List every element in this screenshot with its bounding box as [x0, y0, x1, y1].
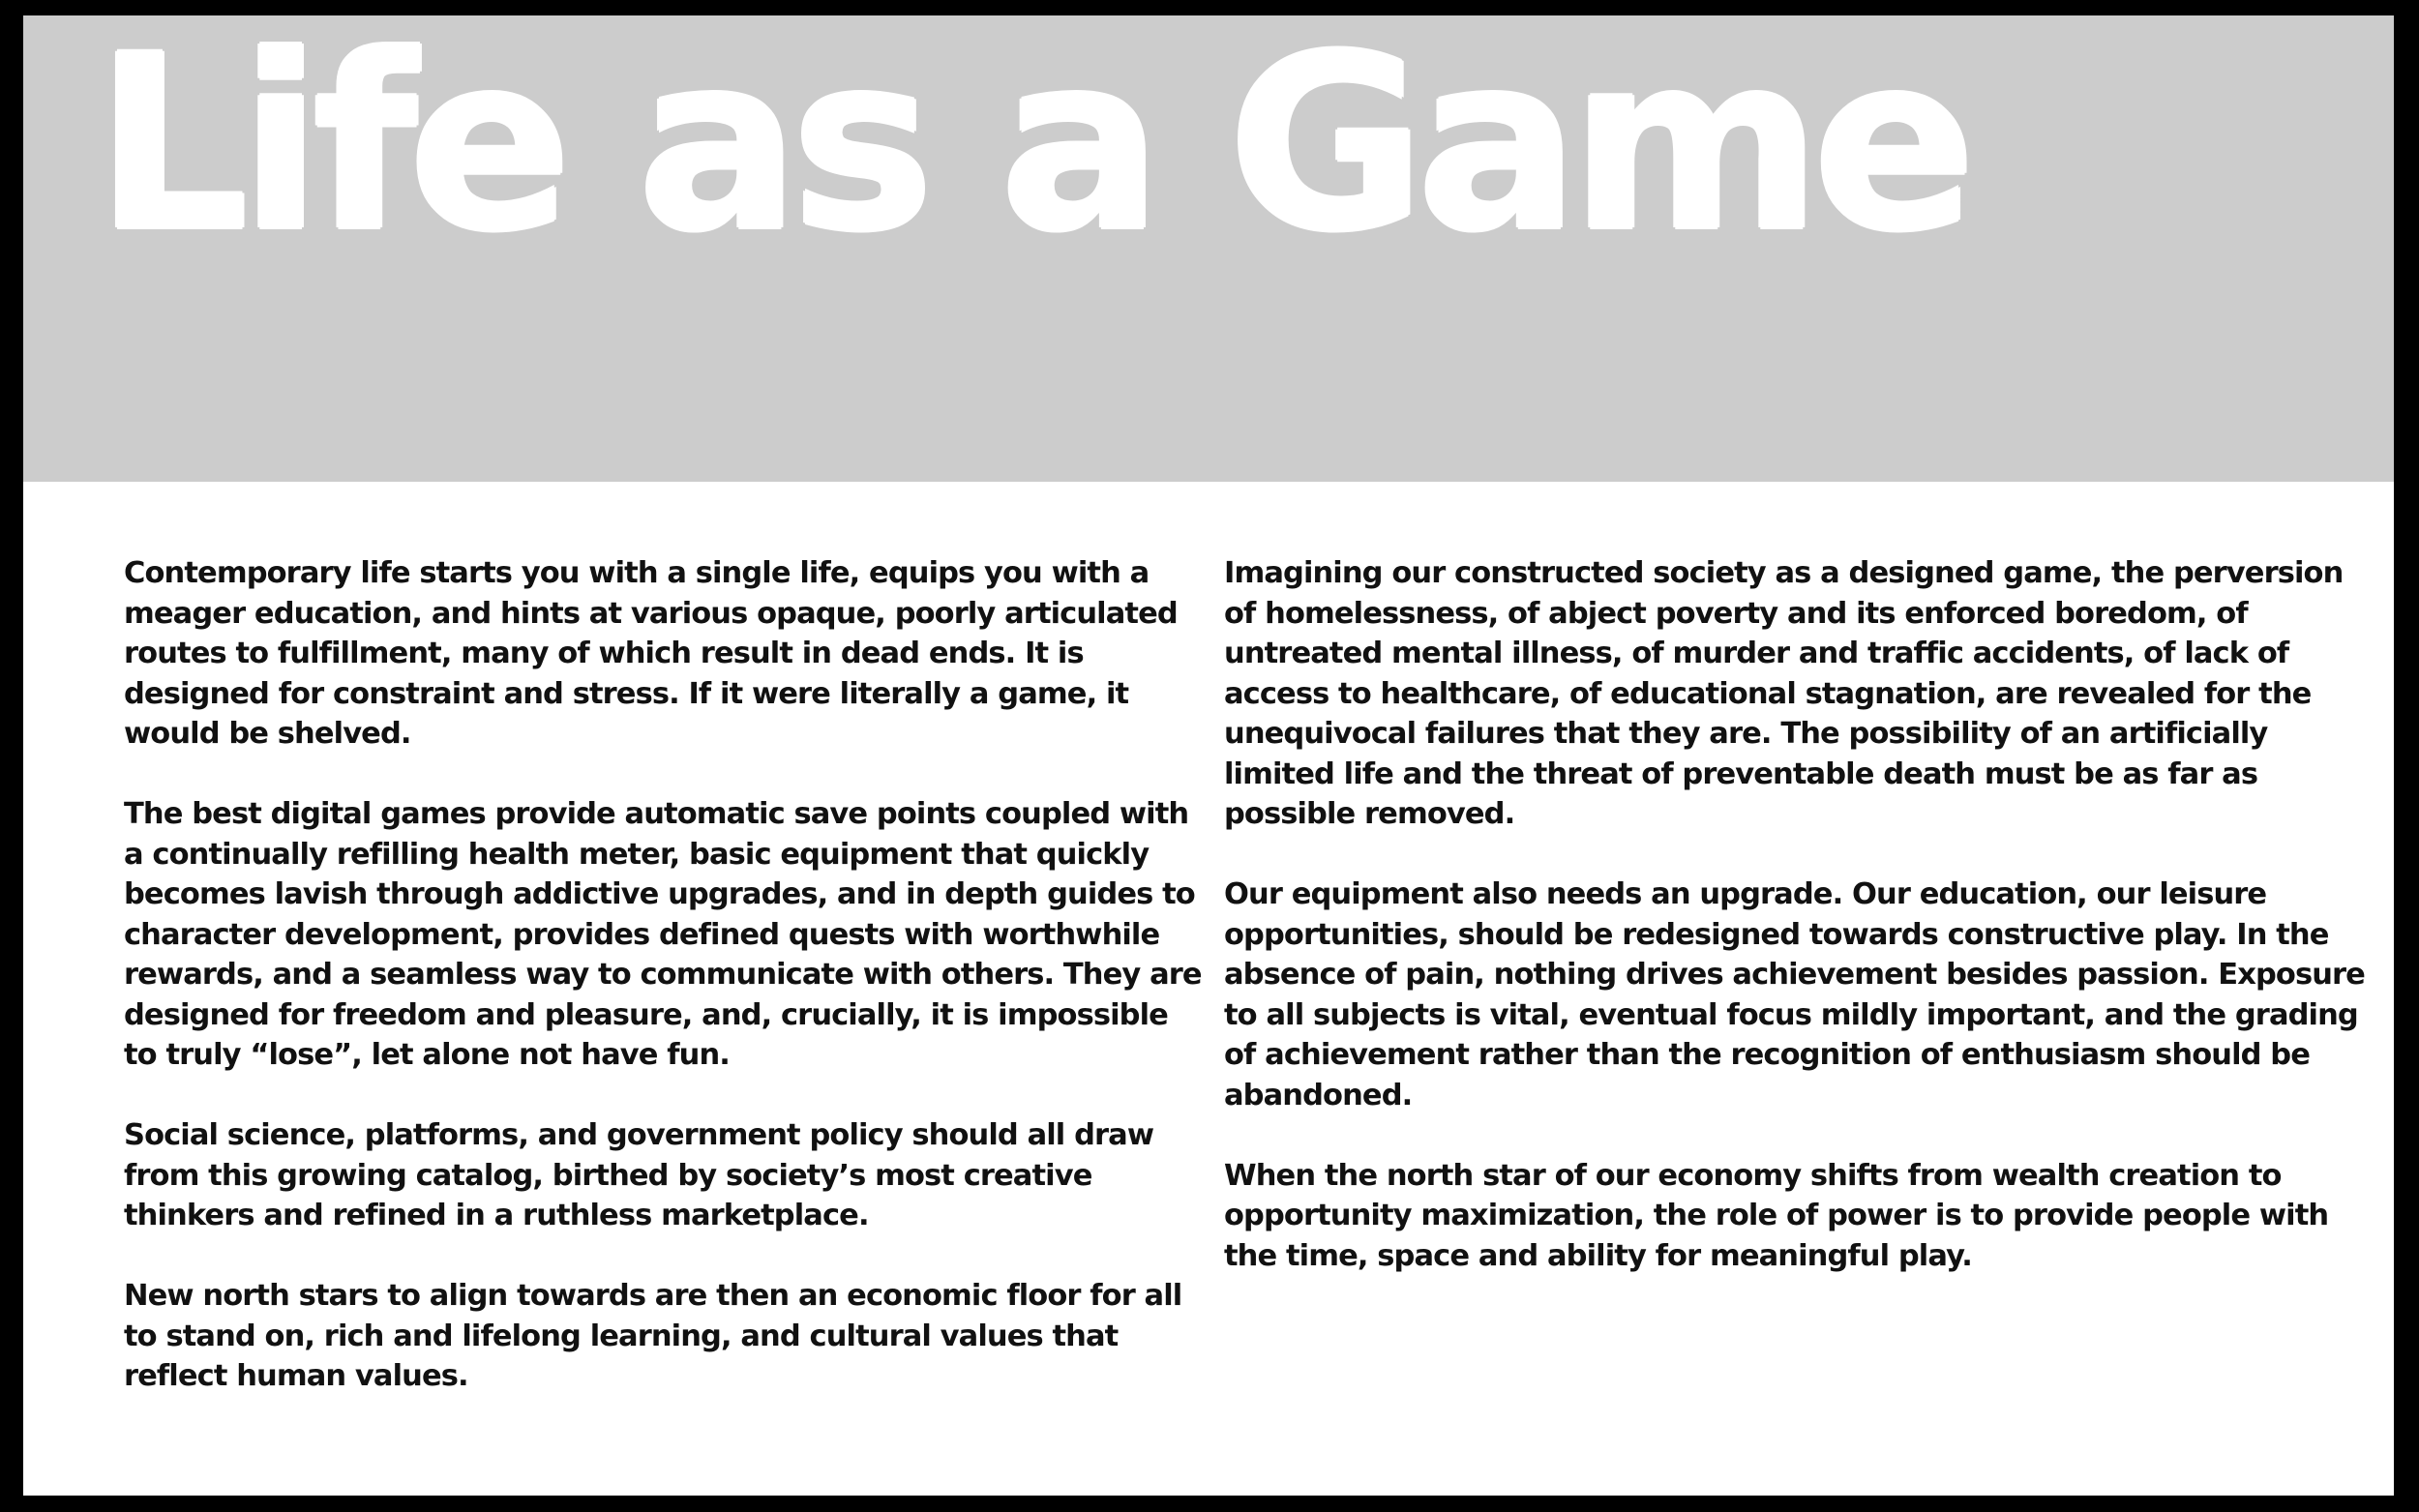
- paragraph: When the north star of our economy shifts from wealth creation to opportunity maximization, the role of power is to provide people with the time, space and ability for meaningful play.: [1224, 1158, 2329, 1273]
- paragraph: New north stars to align towards are then an economic floor for all to stand on, rich and lifelong learning, and cultural values that reflect human values.: [124, 1279, 1182, 1393]
- paragraph: Imagining our constructed society as a designed game, the perversion of homelessness, of abject poverty and its enforced boredom, of untreated mental illness, of murder and traffic accidents, of lack of access to healthcare, of educational stagnation, are revealed for the unequivocal failures that they are. The possibility of an artificially limited life and the threat of preventable death must be as far as possible removed.: [1224, 556, 2344, 831]
- left-column: [124, 553, 1208, 1397]
- paragraph: Contemporary life starts you with a single life, equips you with a meager education, and hints at various opaque, poorly articulated routes to fulfillment, many of which result in dead ends. It is designed for constraint and stress. If it were literally a game, it would be shelved.: [124, 556, 1178, 751]
- page-title: Life as a Game: [95, 15, 1967, 284]
- title-banner: [23, 15, 2394, 482]
- right-column: [1224, 553, 2380, 1276]
- paragraph: Social science, platforms, and government policy should all draw from this growing catalog, birthed by society’s most creative thinkers and refined in a ruthless marketplace.: [124, 1118, 1154, 1232]
- paragraph: The best digital games provide automatic save points coupled with a continually refilling health meter, basic equipment that quickly becomes lavish through addictive upgrades, and in depth guides to character development, provides defined quests with worthwhile rewards, and a seamless way to communicate with others. They are designed for freedom and pleasure, and, crucially, it is impossible to truly “lose”, let alone not have fun.: [124, 797, 1202, 1072]
- document-page: [23, 15, 2394, 1496]
- paragraph: Our equipment also needs an upgrade. Our education, our leisure opportunities, should be redesigned towards constructive play. In the absence of pain, nothing drives achievement besides passion. Exposure to all subjects is vital, eventual focus mildly important, and the grading of achievement rather than the recognition of enthusiasm should be abandoned.: [1224, 877, 2365, 1112]
